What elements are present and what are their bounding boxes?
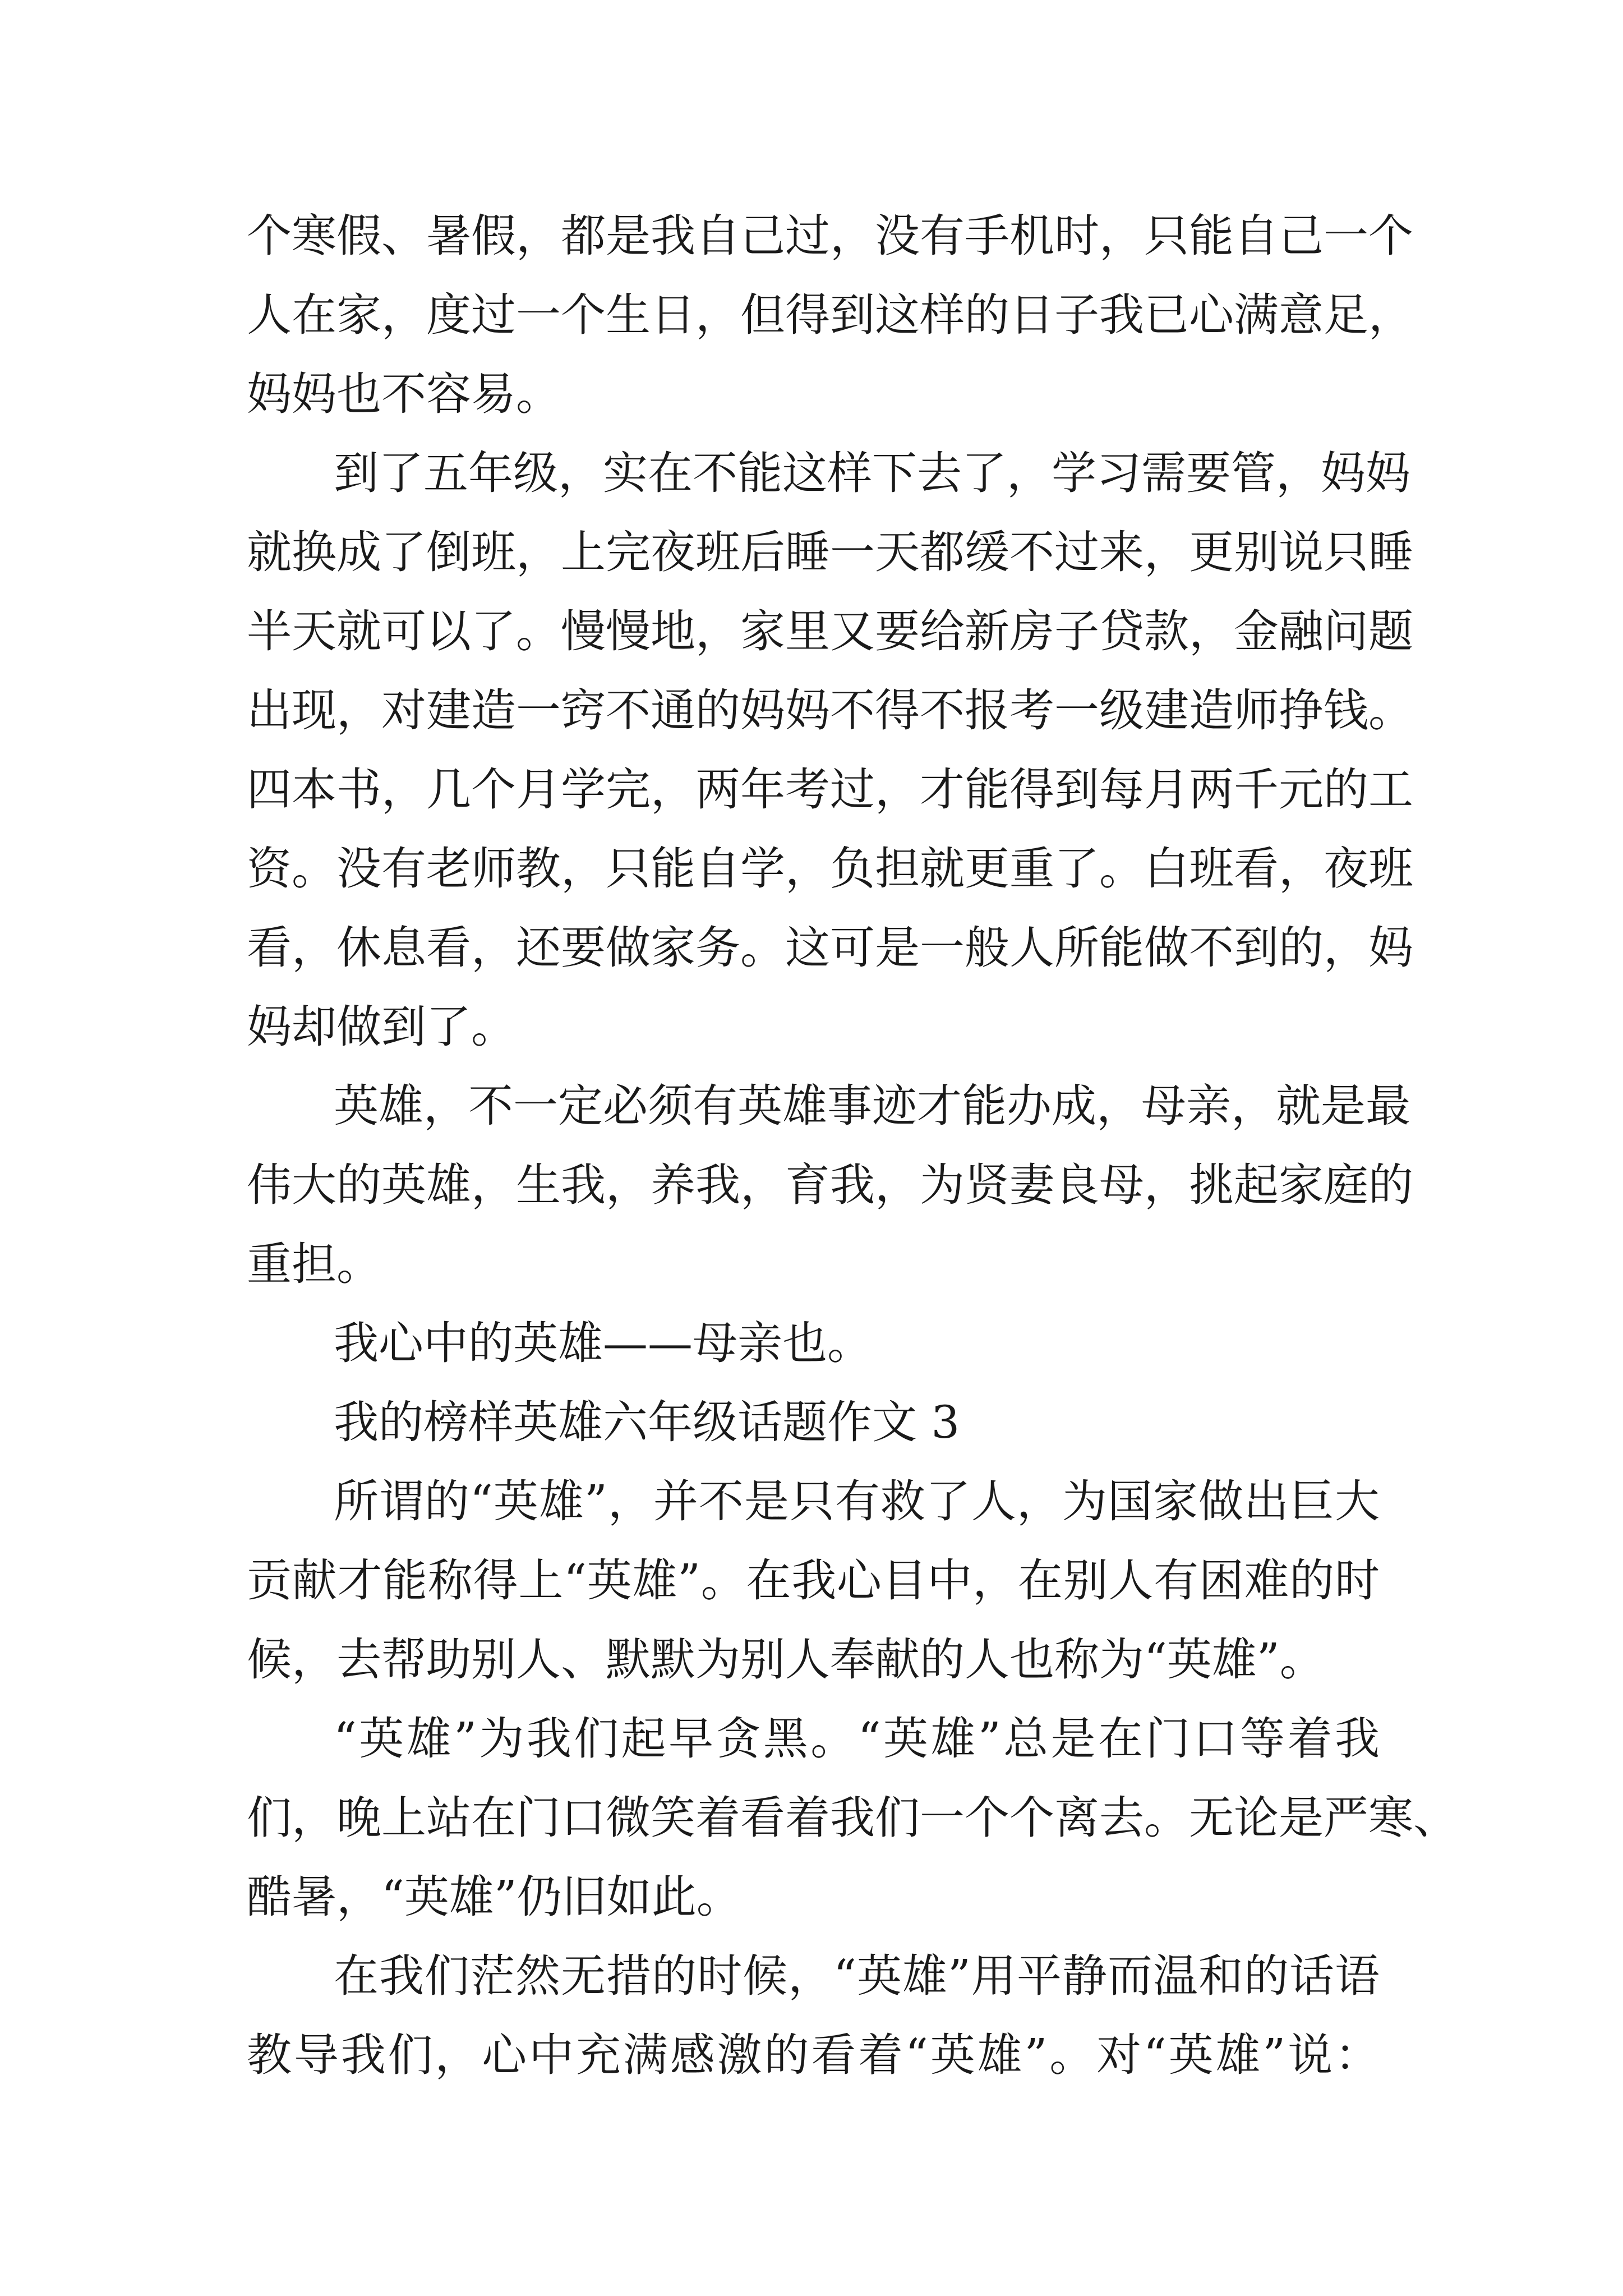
text-line: “英雄”为我们起早贪黑。“英雄”总是在门口等着我: [334, 1713, 1380, 1765]
text-line: 妈妈也不容易。: [247, 368, 561, 420]
text-line: 伟大的英雄，生我，养我，育我，为贤妻良母，挑起家庭的: [247, 1159, 1413, 1211]
text-line: 英雄，不一定必须有英雄事迹才能办成，母亲，就是最: [334, 1080, 1410, 1132]
text-line: 在我们茫然无措的时候，“英雄”用平静而温和的话语: [334, 1950, 1380, 2002]
text-line: 贡献才能称得上“英雄”。在我心目中，在别人有困难的时: [247, 1554, 1380, 1607]
text-line: 四本书，几个月学完，两年考过，才能得到每月两千元的工: [247, 763, 1413, 816]
text-line: 候，去帮助别人、默默为别人奉献的人也称为“英雄”。: [247, 1634, 1325, 1686]
text-line: 重担。: [247, 1238, 381, 1290]
text-line: 到了五年级，实在不能这样下去了，学习需要管，妈妈: [334, 447, 1410, 499]
text-line: 妈却做到了。: [247, 1001, 516, 1053]
text-line: 出现，对建造一窍不通的妈妈不得不报考一级建造师挣钱。: [247, 684, 1413, 737]
text-line: 看，休息看，还要做家务。这可是一般人所能做不到的，妈: [247, 922, 1413, 974]
text-line: 所谓的“英雄”，并不是只有救了人，为国家做出巨大: [334, 1475, 1380, 1527]
section-heading: 我的榜样英雄六年级话题作文 3: [334, 1396, 960, 1448]
text-line: 我心中的英雄——母亲也。: [334, 1317, 872, 1369]
text-line: 们，晚上站在门口微笑着看着我们一个个离去。无论是严寒、: [247, 1792, 1458, 1844]
text-line: 人在家，度过一个生日，但得到这样的日子我已心满意足，: [247, 289, 1413, 341]
text-line: 资。没有老师教，只能自学，负担就更重了。白班看，夜班: [247, 843, 1413, 895]
text-line: 酷暑，“英雄”仍旧如此。: [247, 1871, 741, 1923]
text-line: 就换成了倒班，上完夜班后睡一天都缓不过来，更别说只睡: [247, 526, 1413, 578]
text-line: 半天就可以了。慢慢地，家里又要给新房子贷款，金融问题: [247, 605, 1413, 657]
text-line: 个寒假、暑假，都是我自己过，没有手机时，只能自己一个: [247, 210, 1413, 262]
text-line: 教导我们，心中充满感激的看着“英雄”。对“英雄”说：: [247, 2029, 1380, 2081]
